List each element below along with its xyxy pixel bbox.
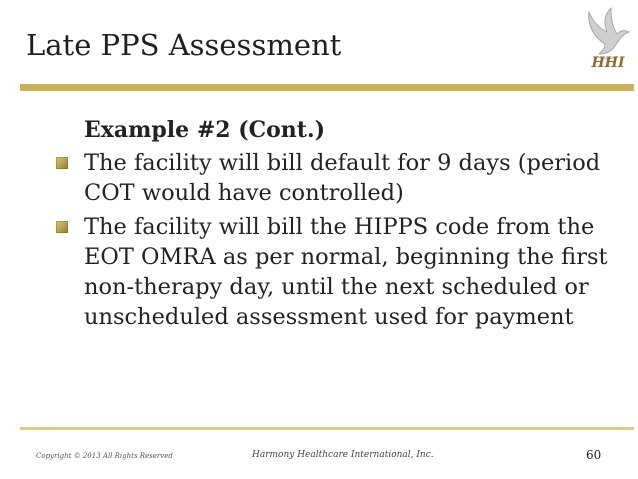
footer-copyright: Copyright © 2013 All Rights Reserved [36,452,173,460]
subheading: Example #2 (Cont.) [84,117,326,143]
footer-divider [20,427,634,430]
slide-title: Late PPS Assessment [26,28,342,62]
bullet-item [56,148,626,208]
bullet-text: The facility will bill default for 9 days (period COT would have controlled) [84,150,601,206]
page-number: 60 [586,448,602,462]
hhi-logo [577,4,635,74]
bullet-marker-icon [56,157,68,169]
bullet-marker-icon [56,221,68,233]
title-divider [20,84,634,91]
bullet-text: The facility will bill the HIPPS code from the EOT OMRA as per normal, beginning the first non-therapy day, until the next scheduled or unscheduled assessment used for payment [84,214,608,330]
logo-text: HHI [591,55,625,71]
dove-logo-icon [577,4,635,74]
footer-company: Harmony Healthcare International, Inc. [252,450,434,460]
slide-content [56,116,626,332]
bullet-item [56,212,626,332]
